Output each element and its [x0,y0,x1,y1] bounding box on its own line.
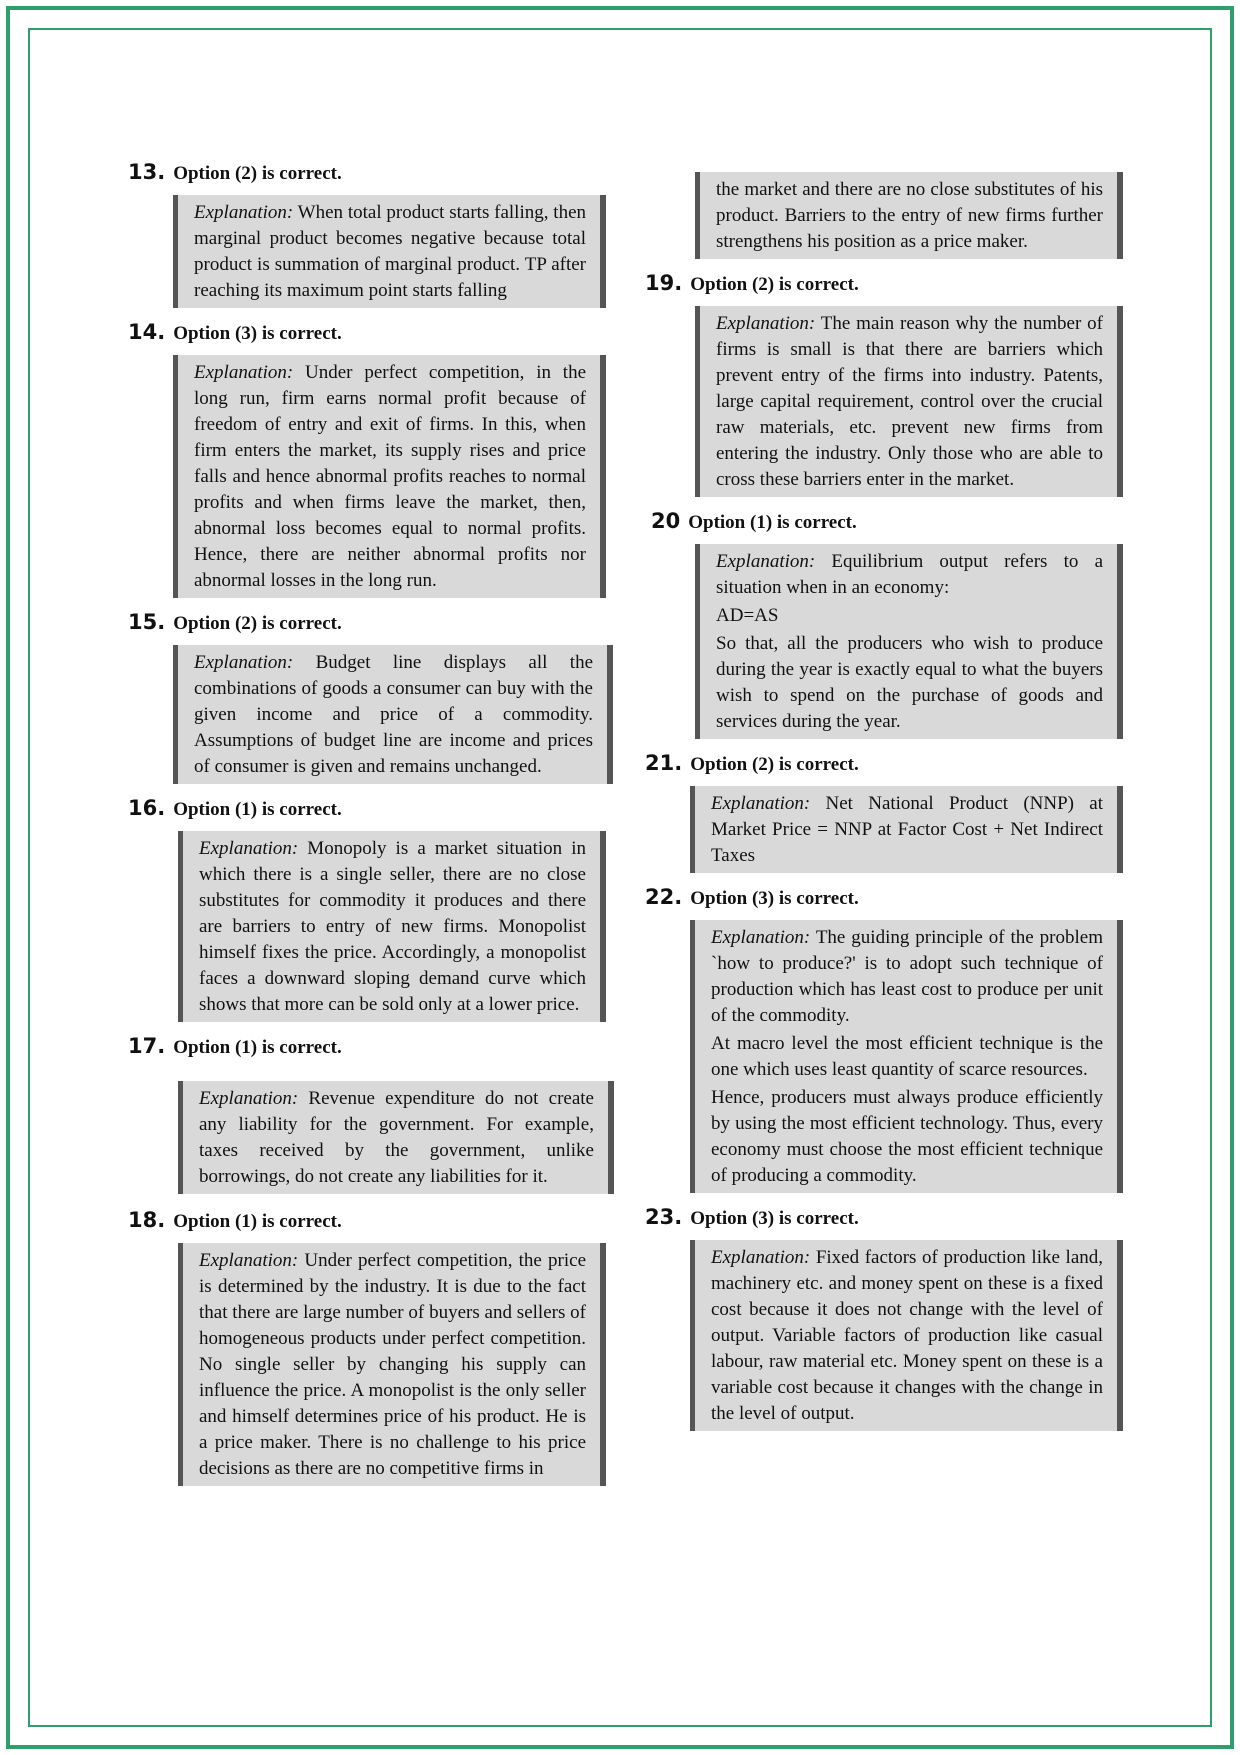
explanation-text: So that, all the producers who wish to produce during the year is exactly equal to what the buyers wish to spend on the purchase of goods and services during the year. [716,633,1103,732]
left-column [128,160,618,1486]
explanation-text: Hence, producers must always produce efficiently by using the most efficient technology. Thus, every economy must choose the most efficient technique of producing a commodity. [711,1087,1103,1186]
question-number: 15. [128,610,166,634]
question-19 [645,271,1135,497]
explanation-text: Net National Product (NNP) at Market Price = NNP at Factor Cost + Net Indirect Taxes [711,793,1104,866]
explanation-box [173,355,606,598]
explanation-label: Explanation: [711,927,811,948]
question-number: 14. [128,320,166,344]
explanation-box [173,195,606,308]
explanation-box [695,544,1123,739]
explanation-text: Revenue expenditure do not create any liability for the government. For example, taxes received by the government, unlike borrowings, do not create any liabilities for it. [199,1088,594,1187]
explanation-text: When total product starts falling, then marginal product becomes negative because total product is summation of marginal product. TP after reaching its maximum point starts falling [194,202,586,301]
explanation-label: Explanation: [199,1088,299,1109]
explanation-text: At macro level the most efficient technique is the one which uses least quantity of scarce resources. [711,1033,1103,1080]
question-number: 17. [128,1034,166,1058]
question-18-continued [645,172,1135,259]
explanation-text: Budget line displays all the combinations of goods a consumer can buy with the given income and price of a commodity. Assumptions of budget line are income and prices of consumer is given and remains unchanged. [194,652,594,777]
question-13 [128,160,618,308]
answer-option: Option (1) is correct. [173,1037,342,1058]
explanation-label: Explanation: [711,1247,811,1268]
question-15 [128,610,618,784]
answer-option: Option (3) is correct. [173,323,342,344]
explanation-label: Explanation: [716,313,816,334]
explanation-box [690,920,1123,1193]
explanation-box [690,1240,1123,1431]
explanation-text: the market and there are no close substitutes of his product. Barriers to the entry of new firms further strengthens his position as a price maker. [716,179,1103,252]
explanation-label: Explanation: [194,652,294,673]
answer-option: Option (1) is correct. [173,799,342,820]
explanation-text: Monopoly is a market situation in which there is a single seller, there are no close substitutes for commodity it produces and there are barriers to entry of new firms. Monopolist himself fixes the price. Accordingly, a monopolist faces a downward sloping demand curve which shows that more can be sold only at a lower price. [199,838,586,1015]
answer-option: Option (3) is correct. [690,1208,859,1229]
explanation-box [178,831,606,1022]
explanation-label: Explanation: [716,551,816,572]
explanation-text: Under perfect competition, in the long run, firm earns normal profit because of freedom of entry and exit of firms. In this, when firm enters the market, its supply rises and price falls and hence abnormal profits reaches to normal profits and when firms leave the market, then, abnormal loss becomes equal to normal profits. Hence, there are neither abnormal profits nor abnormal losses in the long run. [194,362,587,591]
question-number: 19. [645,271,683,295]
question-number: 21. [645,751,683,775]
answer-option: Option (3) is correct. [690,888,859,909]
question-23 [645,1205,1135,1431]
explanation-label: Explanation: [194,202,294,223]
explanation-text: The guiding principle of the problem `how to produce?' is to adopt such technique of production which has least cost to produce per unit of the commodity. [711,927,1103,1026]
question-number: 20 [651,509,681,533]
question-number: 23. [645,1205,683,1229]
explanation-text: Equilibrium output refers to a situation when in an economy: [716,551,1104,598]
question-number: 13. [128,160,166,184]
explanation-box [690,786,1123,873]
explanation-box [173,645,613,784]
question-16 [128,796,618,1022]
explanation-label: Explanation: [199,838,299,859]
answer-option: Option (2) is correct. [173,163,342,184]
question-number: 18. [128,1208,166,1232]
question-21 [645,751,1135,873]
question-number: 22. [645,885,683,909]
question-14 [128,320,618,598]
explanation-text: The main reason why the number of firms is small is that there are barriers which prevent entry of the firms into industry. Patents, large capital requirement, control over the crucial raw materials, etc. prevent new firms from entering the industry. Only those who are able to cross these barriers enter in the market. [716,313,1103,490]
answer-option: Option (2) is correct. [690,754,859,775]
answer-option: Option (2) is correct. [173,613,342,634]
explanation-label: Explanation: [199,1250,299,1271]
question-22 [645,885,1135,1193]
question-number: 16. [128,796,166,820]
equation: AD=AS [716,605,779,626]
answer-option: Option (1) is correct. [173,1211,342,1232]
explanation-box-continued [695,172,1123,259]
explanation-text: Fixed factors of production like land, machinery etc. and money spent on these is a fixed cost because it does not change with the level of output. Variable factors of production like casual labour, raw material etc. Money spent on these is a variable cost because it changes with the change in the level of output. [711,1247,1103,1424]
explanation-box [178,1081,614,1194]
question-17 [128,1034,618,1194]
question-18 [128,1208,618,1486]
question-20 [645,509,1135,739]
answer-option: Option (2) is correct. [690,274,859,295]
right-column [645,172,1135,1431]
explanation-box [178,1243,606,1486]
explanation-label: Explanation: [194,362,294,383]
explanation-text: Under perfect competition, the price is determined by the industry. It is due to the fact that there are large number of buyers and sellers of homogeneous products under perfect competition. No single seller by changing his supply can influence the price. A monopolist is the only seller and himself determines price of his product. He is a price maker. There is no challenge to his price decisions as there are no competitive firms in [199,1250,586,1479]
answer-option: Option (1) is correct. [688,512,857,533]
explanation-box [695,306,1123,497]
explanation-label: Explanation: [711,793,811,814]
